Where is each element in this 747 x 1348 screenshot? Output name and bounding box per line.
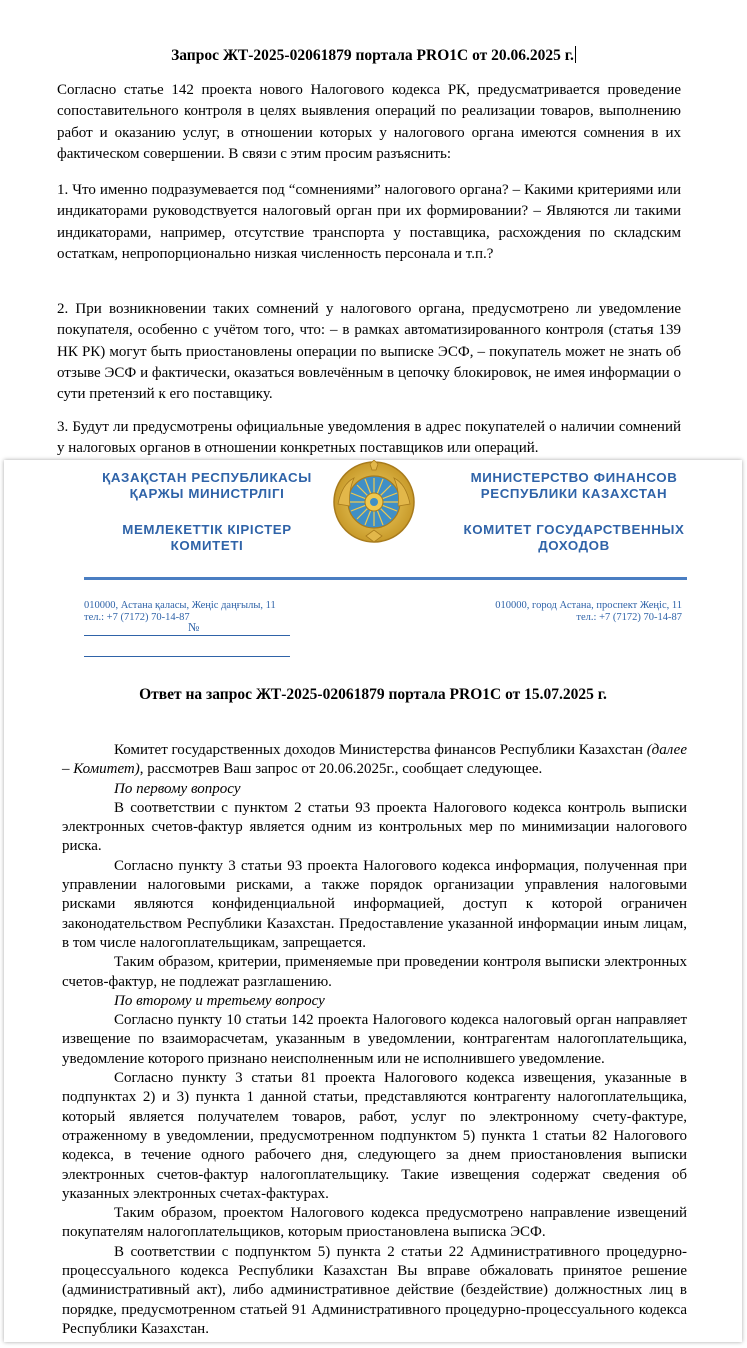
answer-paragraph: Таким образом, критерии, применяемые при проведении контроля выписки электронных счетов-фактур, не подлежат разглашению. [62,954,687,990]
request-title: Запрос ЖТ-2025-02061879 портала PRO1C от 20.06.2025 г. [171,47,574,64]
answer-paragraph: Таким образом, проектом Налогового кодекса предусмотрено направление извещений покупателям налогоплательщиков, которым приостановлена выписка ЭСФ. [62,1205,687,1241]
answer-letter [4,460,742,1342]
ru-phone: тел.: +7 (7172) 70-14-87 [576,612,682,623]
answer-paragraph: В соответствии с пунктом 2 статьи 93 проекта Налогового кодекса контроль выписки электронных счетов-фактур является одним из контрольных мер по минимизации налогового риска. [62,799,687,855]
heading-first-question: По первому вопросу [114,780,241,797]
request-question-2: 2. При возникновении таких сомнений у налогового органа, предусмотрено ли уведомление покупателя, особенно с учётом того, что: – в рамках автоматизированного контроля (статья 139 НК РК) могут быть приостановлены операции по выписке ЭСФ, – покупатель может не знать об отзыве ЭСФ и фактически, оказаться вовлечённым в цепочку блокировок, не имея информации о сути претензий к его поставщику. [57,301,681,403]
request-page [0,0,747,458]
letterhead-kz [62,470,352,554]
ru-address-block [384,600,682,624]
answer-title: Ответ на запрос ЖТ-2025-02061879 портала PRO1C от 15.07.2025 г. [139,686,607,703]
letterhead-ru [429,470,719,554]
answer-paragraph: В соответствии с подпунктом 5) пункта 2 статьи 22 Административного процедурно-процессуального кодекса Республики Казахстан Вы вправе обжаловать принятое решение (административный акт), либо административное действие (бездействие) должностных лиц в порядке, предусмотренном статьей 91 Административного процедурно-процессуального кодекса Республики Казахстан. [62,1243,687,1337]
answer-paragraph: Согласно пункту 3 статьи 93 проекта Налогового кодекса информация, полученная при управлении налоговыми рисками, а также порядок организации управления налоговыми рисками являются конфиденциальной информацией, доступ к которой ограничен законодательством Республики Казахстан. Предоставление указанной информации иным лицам, в том числе налогоплательщикам, запрещается. [62,857,687,951]
registration-number-line [84,621,290,636]
answer-body [62,741,687,1339]
ru-ministry-line-2: РЕСПУБЛИКИ КАЗАХСТАН [480,486,668,501]
state-emblem-icon [332,460,416,544]
answer-intro-italic: (далее – Комитет) [62,742,687,778]
ru-committee-line-2: ДОХОДОВ [538,538,610,553]
heading-second-third-question: По второму и третьему вопросу [114,992,325,1009]
ru-address: 010000, город Астана, проспект Жеңіс, 11 [495,600,682,611]
kz-address: 010000, Астана қаласы, Жеңіс даңғылы, 11 [84,600,276,611]
answer-paragraph: Согласно пункту 3 статьи 81 проекта Налогового кодекса извещения, указанные в подпунктах 2) и 3) пункта 1 данной статьи, представляются контрагенту налогоплательщика, который является получателем товаров, работ, услуг по электронному счету-фактуре, отраженному в уведомлении, предусмотренном подпунктом 5) пункта 1 статьи 82 Налогового кодекса, в течение одного рабочего дня, следующего за днем приостановления выписки электронных счетов-фактур налогоплательщику. Такие извещения содержат сведения об указанных электронных счетах-фактурах. [62,1070,687,1202]
request-question-3: 3. Будут ли предусмотрены официальные уведомления в адрес покупателей о наличии сомнений у налоговых органов в отношении конкретных поставщиков или операций. [57,419,681,457]
kz-committee-line-2: КОМИТЕТІ [170,538,244,553]
letterhead-divider [84,577,687,580]
request-paragraph: Согласно статье 142 проекта нового Налогового кодекса РК, предусматривается проведение сопоставительного контроля в целях выявления операций по реализации товаров, выполнению работ и оказанию услуг, в отношении которых у налогового органа имеются сомнения в их фактическом совершении. В связи с этим просим разъяснить: [57,82,681,162]
kz-ministry-line-2: ҚАРЖЫ МИНИСТРЛІГІ [129,486,285,501]
answer-intro: Комитет государственных доходов Министерства финансов Республики Казахстан (далее – Комитет), рассмотрев Ваш запрос от 20.06.2025г., сообщает следующее. [62,742,687,778]
text-cursor [575,46,576,63]
ru-ministry-line-1: МИНИСТЕРСТВО ФИНАНСОВ [470,470,678,485]
kz-ministry-line-1: ҚАЗАҚСТАН РЕСПУБЛИКАСЫ [102,470,312,485]
number-sign: № [188,620,200,634]
registration-date-line [84,656,290,657]
kz-phone: тел.: +7 (7172) 70-14-87 [84,612,190,623]
kz-committee-line-1: МЕМЛЕКЕТТІК КІРІСТЕР [122,522,292,537]
answer-paragraph: Согласно пункту 10 статьи 142 проекта Налогового кодекса налоговый орган направляет извещение по взаиморасчетам, указанным в уведомлении, контрагентам налогоплательщика, уведомление которого признано неисполненным или не исполнившего уведомление. [62,1012,687,1067]
ru-committee-line-1: КОМИТЕТ ГОСУДАРСТВЕННЫХ [463,522,685,537]
request-question-1: 1. Что именно подразумевается под “сомнениями” налогового органа? – Какими критериями или индикаторами руководствуется налоговый орган при их формировании? – Являются ли такими индикаторами, например, отсутствие транспорта у поставщика, расхождения по складским остаткам, непропорционально низкая численность персонала и т.п.? [57,182,681,262]
